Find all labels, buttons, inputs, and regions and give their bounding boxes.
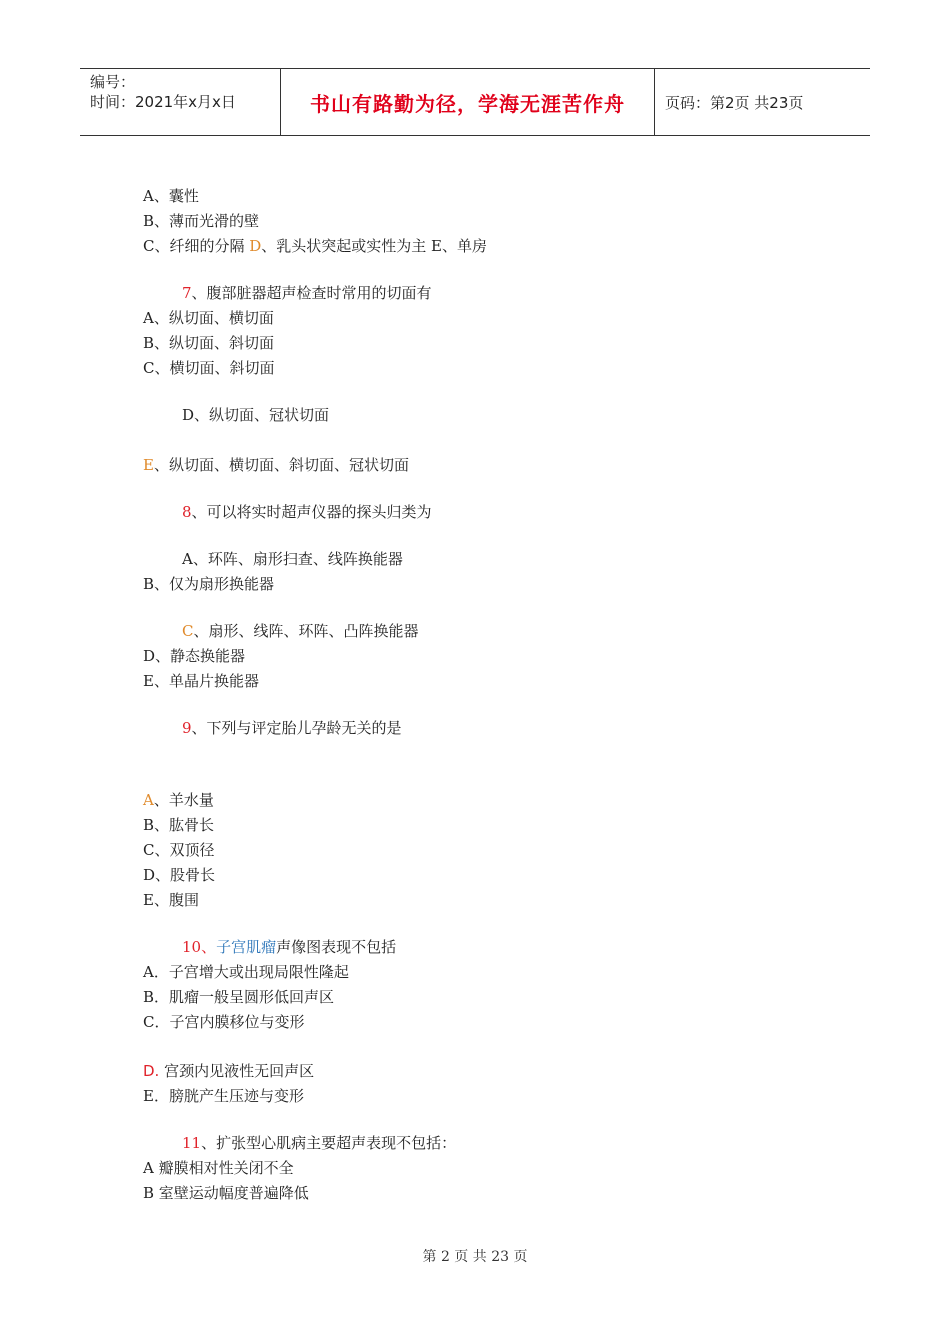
question-number: 10、 — [182, 938, 217, 956]
q10-option-a: A．子宫增大或出现局限性隆起 — [143, 963, 349, 981]
q9-option-a: A、羊水量 — [143, 791, 214, 809]
q9-stem: 9、下列与评定胎儿孕龄无关的是 — [182, 719, 402, 737]
q8-option-d: D、静态换能器 — [143, 647, 246, 665]
q11-option-b: B 室壁运动幅度普遍降低 — [143, 1184, 309, 1202]
q9-option-c: C、双顶径 — [143, 841, 215, 859]
q6-option-a: A、囊性 — [143, 187, 199, 205]
q8-option-b: B、仅为扇形换能器 — [143, 575, 275, 593]
q6-option-b: B、薄而光滑的壁 — [143, 212, 260, 230]
header-motto: 书山有路勤为径，学海无涯苦作舟 — [310, 91, 625, 116]
q9-option-e: E、腹围 — [143, 891, 199, 909]
q10-option-d: D. 宫颈内见液性无回声区 — [143, 1062, 315, 1080]
keyword-highlight: 子宫肌瘤 — [216, 938, 277, 956]
question-number: 7 — [182, 284, 192, 302]
doc-time-label: 时间：2021年x月x日 — [90, 93, 236, 111]
q10-stem: 10、子宫肌瘤声像图表现不包括 — [182, 938, 397, 956]
q11-stem: 11、扩张型心肌病主要超声表现不包括： — [182, 1134, 457, 1152]
header-page-info: 页码：第2页 共23页 — [665, 93, 804, 112]
q7-option-e: E、纵切面、横切面、斜切面、冠状切面 — [143, 456, 409, 474]
answer-marker: D. — [143, 1062, 160, 1080]
q7-option-a: A、纵切面、横切面 — [143, 309, 274, 327]
question-number: 9 — [182, 719, 192, 737]
q10-option-c: C．子宫内膜移位与变形 — [143, 1013, 305, 1031]
q7-option-d: D、纵切面、冠状切面 — [182, 406, 330, 424]
q8-option-e: E、单晶片换能器 — [143, 672, 259, 690]
page-footer: 第 2 页 共 23 页 — [422, 1249, 528, 1265]
q7-option-b: B、纵切面、斜切面 — [143, 334, 275, 352]
answer-marker: E — [143, 456, 154, 474]
header-page-info-cell — [655, 69, 870, 135]
q10-option-e: E．膀胱产生压迹与变形 — [143, 1087, 304, 1105]
answer-marker: A — [143, 791, 154, 809]
question-number: 8 — [182, 503, 192, 521]
answer-marker: C — [182, 622, 194, 640]
q7-stem: 7、腹部脏器超声检查时常用的切面有 — [182, 284, 432, 302]
answer-marker: D — [249, 237, 262, 255]
q8-stem: 8、可以将实时超声仪器的探头归类为 — [182, 503, 432, 521]
header-meta — [80, 69, 281, 135]
q9-option-d: D、股骨长 — [143, 866, 216, 884]
doc-id-label: 编号： — [90, 73, 136, 91]
q10-option-b: B．肌瘤一般呈圆形低回声区 — [143, 988, 335, 1006]
question-number: 11 — [182, 1134, 202, 1152]
q9-option-b: B、肱骨长 — [143, 816, 215, 834]
q8-option-c: C、扇形、线阵、环阵、凸阵换能器 — [182, 622, 419, 640]
header-motto-cell — [281, 69, 655, 135]
q8-option-a: A、环阵、扇形扫查、线阵换能器 — [182, 550, 403, 568]
q6-option-c-d-e: C、纤细的分隔 D、乳头状突起或实性为主 E、单房 — [143, 237, 488, 255]
q7-option-c: C、横切面、斜切面 — [143, 359, 275, 377]
page-header — [80, 68, 870, 136]
q11-option-a: A 瓣膜相对性关闭不全 — [143, 1159, 294, 1177]
